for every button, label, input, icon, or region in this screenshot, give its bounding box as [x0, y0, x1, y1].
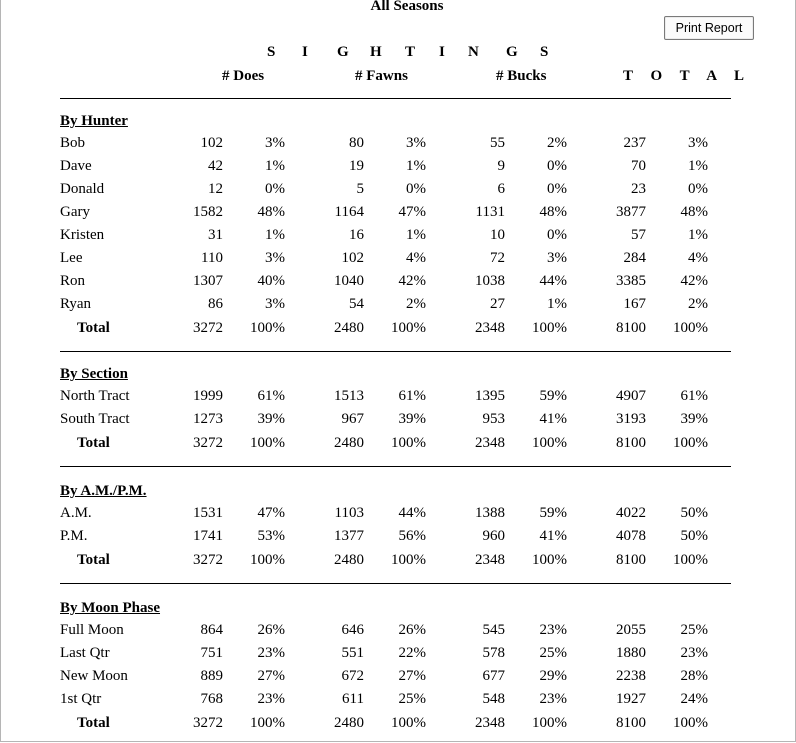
does-pct-cell: 3%: [265, 135, 285, 151]
fawns-count-cell: 1513: [334, 388, 364, 404]
does-count-cell: 3272: [193, 320, 223, 336]
does-pct-cell: 100%: [250, 552, 285, 568]
fawns-count-cell: 646: [341, 622, 364, 638]
total-count-cell: 4907: [616, 388, 646, 404]
bucks-count-cell: 1395: [475, 388, 505, 404]
section-title: By A.M./P.M.: [60, 483, 147, 499]
fawns-count-cell: 2480: [334, 552, 364, 568]
fawns-pct-cell: 22%: [398, 645, 426, 661]
does-pct-cell: 100%: [250, 715, 285, 731]
table-row: [0, 227, 796, 250]
fawns-count-cell: 80: [349, 135, 364, 151]
does-count-cell: 3272: [193, 435, 223, 451]
total-pct-cell: 1%: [688, 227, 708, 243]
fawns-pct-cell: 27%: [398, 668, 426, 684]
total-pct-cell: 24%: [680, 691, 708, 707]
column-header-total: T O T A L: [623, 68, 752, 84]
total-pct-cell: 28%: [680, 668, 708, 684]
bucks-count-cell: 578: [482, 645, 505, 661]
sightings-letter: I: [302, 44, 308, 60]
does-count-cell: 12: [208, 181, 223, 197]
fawns-count-cell: 19: [349, 158, 364, 174]
total-count-cell: 3385: [616, 273, 646, 289]
bucks-pct-cell: 0%: [547, 227, 567, 243]
does-count-cell: 864: [200, 622, 223, 638]
sightings-letter: G: [506, 44, 518, 60]
does-count-cell: 1582: [193, 204, 223, 220]
bucks-count-cell: 1131: [475, 204, 505, 220]
table-row: [0, 181, 796, 204]
row-label: Gary: [60, 204, 90, 220]
table-row: [0, 135, 796, 158]
table-row: [0, 204, 796, 227]
fawns-pct-cell: 100%: [391, 320, 426, 336]
fawns-pct-cell: 39%: [398, 411, 426, 427]
bucks-count-cell: 27: [490, 296, 505, 312]
bucks-count-cell: 2348: [475, 715, 505, 731]
section-title: By Hunter: [60, 113, 128, 129]
fawns-pct-cell: 25%: [398, 691, 426, 707]
table-row: [0, 505, 796, 528]
total-pct-cell: 42%: [680, 273, 708, 289]
does-count-cell: 3272: [193, 552, 223, 568]
table-row: [0, 668, 796, 691]
total-label: Total: [77, 435, 110, 451]
row-label: A.M.: [60, 505, 92, 521]
table-row: [0, 411, 796, 434]
fawns-pct-cell: 4%: [406, 250, 426, 266]
does-count-cell: 86: [208, 296, 223, 312]
does-pct-cell: 1%: [265, 158, 285, 174]
fawns-count-cell: 5: [356, 181, 364, 197]
bucks-count-cell: 1038: [475, 273, 505, 289]
total-pct-cell: 1%: [688, 158, 708, 174]
bucks-pct-cell: 100%: [532, 435, 567, 451]
row-label: New Moon: [60, 668, 128, 684]
bucks-count-cell: 9: [497, 158, 505, 174]
does-pct-cell: 48%: [257, 204, 285, 220]
bucks-pct-cell: 3%: [547, 250, 567, 266]
fawns-count-cell: 2480: [334, 435, 364, 451]
sightings-letter: S: [267, 44, 276, 60]
table-row: [0, 296, 796, 319]
does-count-cell: 1999: [193, 388, 223, 404]
does-pct-cell: 39%: [257, 411, 285, 427]
total-row: [0, 435, 796, 458]
fawns-pct-cell: 61%: [398, 388, 426, 404]
bucks-pct-cell: 59%: [539, 388, 567, 404]
bucks-pct-cell: 29%: [539, 668, 567, 684]
table-row: [0, 273, 796, 296]
fawns-count-cell: 16: [349, 227, 364, 243]
total-row: [0, 715, 796, 738]
does-count-cell: 768: [200, 691, 223, 707]
bucks-count-cell: 953: [482, 411, 505, 427]
fawns-count-cell: 2480: [334, 320, 364, 336]
total-row: [0, 552, 796, 575]
bucks-count-cell: 72: [490, 250, 505, 266]
bucks-count-cell: 1388: [475, 505, 505, 521]
bucks-pct-cell: 23%: [539, 691, 567, 707]
bucks-pct-cell: 48%: [539, 204, 567, 220]
bucks-pct-cell: 0%: [547, 181, 567, 197]
bucks-count-cell: 2348: [475, 435, 505, 451]
bucks-pct-cell: 1%: [547, 296, 567, 312]
row-label: Ron: [60, 273, 86, 289]
column-header-does: # Does: [222, 68, 265, 84]
total-pct-cell: 50%: [680, 528, 708, 544]
fawns-count-cell: 1377: [334, 528, 364, 544]
does-count-cell: 1307: [193, 273, 223, 289]
total-count-cell: 8100: [616, 320, 646, 336]
fawns-pct-cell: 3%: [406, 135, 426, 151]
row-label: Donald: [60, 181, 105, 197]
fawns-count-cell: 611: [342, 691, 364, 707]
column-header-bucks: # Bucks: [496, 68, 547, 84]
bucks-pct-cell: 100%: [532, 715, 567, 731]
row-label: Dave: [60, 158, 92, 174]
total-count-cell: 167: [623, 296, 646, 312]
bucks-pct-cell: 100%: [532, 552, 567, 568]
bucks-pct-cell: 0%: [547, 158, 567, 174]
fawns-pct-cell: 0%: [406, 181, 426, 197]
row-label: 1st Qtr: [60, 691, 102, 707]
bucks-pct-cell: 41%: [539, 528, 567, 544]
bucks-count-cell: 6: [497, 181, 505, 197]
total-count-cell: 8100: [616, 435, 646, 451]
table-row: [0, 388, 796, 411]
row-label: Bob: [60, 135, 86, 151]
total-pct-cell: 100%: [673, 552, 708, 568]
bucks-count-cell: 677: [482, 668, 505, 684]
does-count-cell: 1531: [193, 505, 223, 521]
bucks-pct-cell: 100%: [532, 320, 567, 336]
table-row: [0, 645, 796, 668]
table-row: [0, 250, 796, 273]
does-pct-cell: 3%: [265, 296, 285, 312]
row-label: Kristen: [60, 227, 105, 243]
fawns-pct-cell: 47%: [398, 204, 426, 220]
total-pct-cell: 2%: [688, 296, 708, 312]
fawns-pct-cell: 1%: [406, 227, 426, 243]
total-count-cell: 8100: [616, 715, 646, 731]
bucks-count-cell: 2348: [475, 552, 505, 568]
does-pct-cell: 61%: [257, 388, 285, 404]
total-row: [0, 320, 796, 343]
fawns-pct-cell: 44%: [398, 505, 426, 521]
total-count-cell: 23: [631, 181, 646, 197]
bucks-pct-cell: 23%: [539, 622, 567, 638]
does-pct-cell: 3%: [265, 250, 285, 266]
table-row: [0, 158, 796, 181]
bucks-pct-cell: 59%: [539, 505, 567, 521]
does-count-cell: 42: [208, 158, 223, 174]
total-count-cell: 1927: [616, 691, 646, 707]
bucks-count-cell: 55: [490, 135, 505, 151]
total-pct-cell: 48%: [680, 204, 708, 220]
row-label: Full Moon: [60, 622, 124, 638]
total-count-cell: 284: [623, 250, 646, 266]
fawns-pct-cell: 100%: [391, 552, 426, 568]
sightings-letter: N: [468, 44, 479, 60]
sightings-letter: G: [337, 44, 349, 60]
sightings-letter: T: [405, 44, 416, 60]
bucks-pct-cell: 41%: [539, 411, 567, 427]
total-pct-cell: 100%: [673, 320, 708, 336]
total-count-cell: 8100: [616, 552, 646, 568]
table-row: [0, 528, 796, 551]
sightings-letter: H: [370, 44, 382, 60]
does-pct-cell: 40%: [257, 273, 285, 289]
total-pct-cell: 3%: [688, 135, 708, 151]
fawns-pct-cell: 56%: [398, 528, 426, 544]
fawns-count-cell: 672: [341, 668, 364, 684]
sightings-letter: S: [540, 44, 549, 60]
total-count-cell: 3193: [616, 411, 646, 427]
report-title: All Seasons: [370, 0, 444, 14]
does-pct-cell: 23%: [257, 691, 285, 707]
total-pct-cell: 25%: [680, 622, 708, 638]
total-count-cell: 70: [631, 158, 646, 174]
fawns-pct-cell: 42%: [398, 273, 426, 289]
section-title: By Moon Phase: [60, 600, 161, 616]
fawns-count-cell: 2480: [334, 715, 364, 731]
row-label: North Tract: [60, 388, 130, 404]
total-count-cell: 3877: [616, 204, 646, 220]
does-pct-cell: 53%: [257, 528, 285, 544]
bucks-pct-cell: 44%: [539, 273, 567, 289]
fawns-pct-cell: 2%: [406, 296, 426, 312]
total-pct-cell: 23%: [680, 645, 708, 661]
does-pct-cell: 100%: [250, 320, 285, 336]
row-label: Lee: [60, 250, 83, 266]
total-pct-cell: 61%: [680, 388, 708, 404]
total-pct-cell: 50%: [680, 505, 708, 521]
does-pct-cell: 23%: [257, 645, 285, 661]
section-title: By Section: [60, 366, 128, 382]
does-count-cell: 889: [200, 668, 223, 684]
fawns-count-cell: 102: [341, 250, 364, 266]
fawns-count-cell: 1164: [334, 204, 364, 220]
section-divider: [60, 466, 731, 467]
does-pct-cell: 1%: [265, 227, 285, 243]
bucks-count-cell: 2348: [475, 320, 505, 336]
total-pct-cell: 0%: [688, 181, 708, 197]
total-label: Total: [77, 715, 110, 731]
fawns-count-cell: 1040: [334, 273, 364, 289]
total-count-cell: 237: [623, 135, 646, 151]
bucks-count-cell: 548: [482, 691, 505, 707]
total-count-cell: 2055: [616, 622, 646, 638]
total-pct-cell: 4%: [688, 250, 708, 266]
row-label: South Tract: [60, 411, 130, 427]
bucks-count-cell: 960: [482, 528, 505, 544]
total-count-cell: 1880: [616, 645, 646, 661]
sightings-letter: I: [439, 44, 445, 60]
does-count-cell: 751: [200, 645, 223, 661]
total-label: Total: [77, 552, 110, 568]
does-count-cell: 102: [200, 135, 223, 151]
fawns-count-cell: 967: [341, 411, 364, 427]
does-count-cell: 1273: [193, 411, 223, 427]
does-pct-cell: 0%: [265, 181, 285, 197]
bucks-count-cell: 545: [482, 622, 505, 638]
fawns-count-cell: 54: [349, 296, 364, 312]
does-pct-cell: 27%: [257, 668, 285, 684]
section-divider: [60, 583, 731, 584]
fawns-pct-cell: 1%: [406, 158, 426, 174]
does-pct-cell: 47%: [257, 505, 285, 521]
does-pct-cell: 100%: [250, 435, 285, 451]
section-divider: [60, 351, 731, 352]
row-label: Ryan: [60, 296, 92, 312]
fawns-pct-cell: 100%: [391, 435, 426, 451]
print-report-button[interactable]: Print Report: [664, 16, 754, 40]
row-label: Last Qtr: [60, 645, 110, 661]
fawns-pct-cell: 100%: [391, 715, 426, 731]
fawns-count-cell: 551: [341, 645, 364, 661]
table-row: [0, 691, 796, 714]
row-label: P.M.: [60, 528, 88, 544]
total-label: Total: [77, 320, 110, 336]
bucks-pct-cell: 25%: [539, 645, 567, 661]
column-header-fawns: # Fawns: [355, 68, 408, 84]
does-count-cell: 110: [201, 250, 223, 266]
table-row: [0, 622, 796, 645]
does-count-cell: 1741: [193, 528, 223, 544]
bucks-pct-cell: 2%: [547, 135, 567, 151]
does-pct-cell: 26%: [257, 622, 285, 638]
total-count-cell: 4022: [616, 505, 646, 521]
total-count-cell: 4078: [616, 528, 646, 544]
total-count-cell: 2238: [616, 668, 646, 684]
total-count-cell: 57: [631, 227, 646, 243]
does-count-cell: 3272: [193, 715, 223, 731]
does-count-cell: 31: [208, 227, 223, 243]
total-pct-cell: 100%: [673, 435, 708, 451]
fawns-pct-cell: 26%: [398, 622, 426, 638]
section-divider: [60, 98, 731, 99]
fawns-count-cell: 1103: [334, 505, 364, 521]
bucks-count-cell: 10: [490, 227, 505, 243]
total-pct-cell: 39%: [680, 411, 708, 427]
total-pct-cell: 100%: [673, 715, 708, 731]
